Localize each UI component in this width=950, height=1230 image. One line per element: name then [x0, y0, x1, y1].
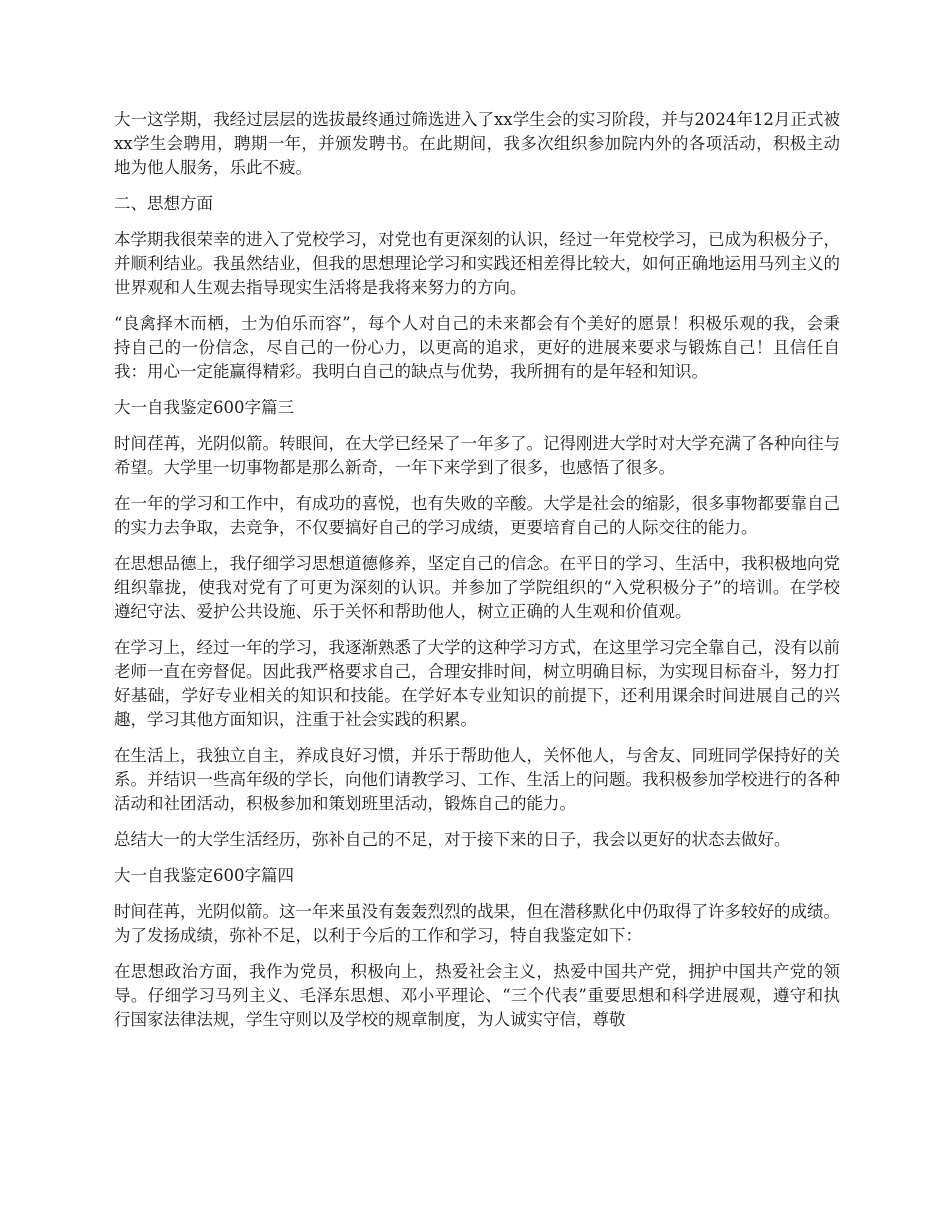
section-heading-part-three: 大一自我鉴定600字篇三 [114, 398, 294, 417]
paragraph-politics: 在思想政治方面，我作为党员，积极向上，热爱社会主义，热爱中国共产党，拥护中国共产党的领导。仔细学习马列主义、毛泽东思想、邓小平理论、“三个代表”重要思想和科学进展观，遵守和执行国家法律法规，学生守则以及学校的规章制度，为人诚实守信，尊敬 [114, 962, 840, 1029]
paragraph-time-flies: 时间荏苒，光阴似箭。转眼间，在大学已经呆了一年多了。记得刚进大学时对大学充满了各种向往与希望。大学里一切事物都是那么新奇，一年下来学到了很多，也感悟了很多。 [114, 434, 840, 477]
section-heading-part-four: 大一自我鉴定600字篇四 [114, 866, 294, 885]
paragraph-morality: 在思想品德上，我仔细学习思想道德修养，坚定自己的信念。在平日的学习、生活中，我积极地向党组织靠拢，使我对党有了可更为深刻的认识。并参加了学院组织的“入党积极分子”的培训。在学校遵纪守法、爱护公共设施、乐于关怀和帮助他人，树立正确的人生观和价值观。 [114, 554, 840, 621]
paragraph-achievements: 时间荏苒，光阴似箭。这一年来虽没有轰轰烈烈的战果，但在潜移默化中仍取得了许多较好的成绩。为了发扬成绩，弥补不足，以利于今后的工作和学习，特自我鉴定如下： [114, 902, 840, 945]
paragraph-life: 在生活上，我独立自主，养成良好习惯，并乐于帮助他人，关怀他人，与舍友、同班同学保持好的关系。并结识一些高年级的学长，向他们请教学习、工作、生活上的问题。我积极参加学校进行的各种活动和社团活动，积极参加和策划班里活动，锻炼自己的能力。 [114, 746, 840, 813]
paragraph-student-union: 大一这学期，我经过层层的选拔最终通过筛选进入了xx学生会的实习阶段，并与2024年12月正式被xx学生会聘用，聘期一年，并颁发聘书。在此期间，我多次组织参加院内外的各项活动，积极主动地为他人服务，乐此不疲。 [114, 110, 840, 177]
paragraph-party-school: 本学期我很荣幸的进入了党校学习，对党也有更深刻的认识，经过一年党校学习，已成为积极分子，并顺利结业。我虽然结业，但我的思想理论学习和实践还相差得比较大，如何正确地运用马列主义的世界观和人生观去指导现实生活将是我将来努力的方向。 [114, 230, 840, 297]
document-page [114, 108, 840, 1044]
paragraph-study-work: 在一年的学习和工作中，有成功的喜悦，也有失败的辛酸。大学是社会的缩影，很多事物都要靠自己的实力去争取，去竞争，不仅要搞好自己的学习成绩，更要培育自己的人际交往的能力。 [114, 494, 840, 537]
paragraph-vision: “良禽择木而栖，士为伯乐而容”，每个人对自己的未来都会有个美好的愿景！积极乐观的我，会秉持自己的一份信念，尽自己的一份心力，以更高的追求，更好的进展来要求与锻炼自己！且信任自我：用心一定能赢得精彩。我明白自己的缺点与优势，我所拥有的是年轻和知识。 [114, 314, 840, 381]
paragraph-summary: 总结大一的大学生活经历，弥补自己的不足，对于接下来的日子，我会以更好的状态去做好。 [114, 830, 791, 849]
section-heading-thought: 二、思想方面 [114, 194, 213, 213]
paragraph-learning: 在学习上，经过一年的学习，我逐渐熟悉了大学的这种学习方式，在这里学习完全靠自己，没有以前老师一直在旁督促。因此我严格要求自己，合理安排时间，树立明确目标，为实现目标奋斗，努力打好基础，学好专业相关的知识和技能。在学好本专业知识的前提下，还利用课余时间进展自己的兴趣，学习其他方面知识，注重于社会实践的积累。 [114, 638, 840, 729]
